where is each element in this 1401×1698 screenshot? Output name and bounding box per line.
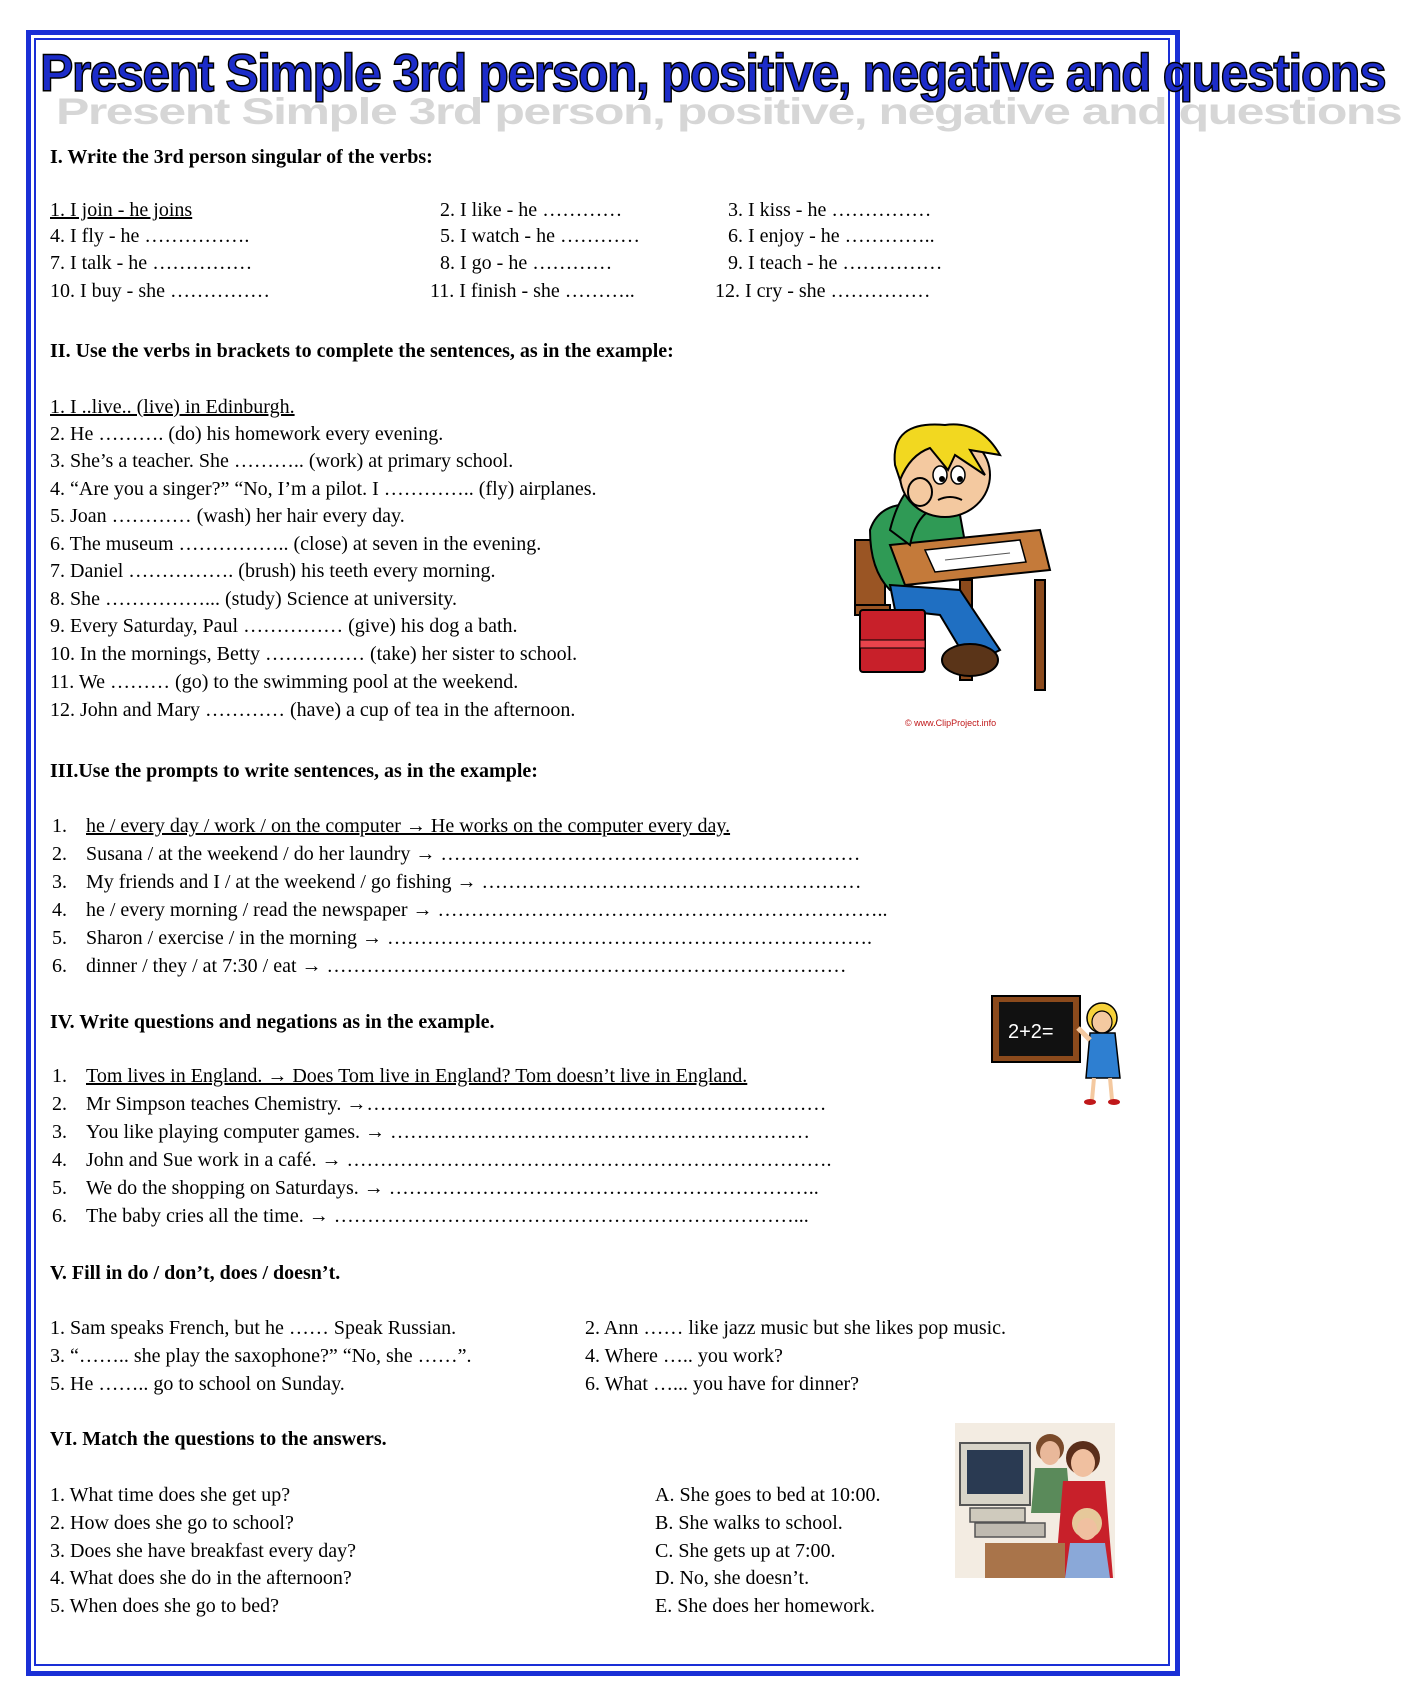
s2-item-3: 3. She’s a teacher. She ……….. (work) at primary school. bbox=[50, 450, 514, 472]
s1-item-10: 10. I buy - she …………… bbox=[50, 280, 270, 302]
s2-item-12: 12. John and Mary ………… (have) a cup of tea in the afternoon. bbox=[50, 699, 576, 721]
s3-number-1: 1. bbox=[52, 815, 67, 837]
s4-number-3: 3. bbox=[52, 1121, 67, 1143]
s1-item-11: 11. I finish - she ……….. bbox=[430, 280, 635, 302]
s1-item-7: 7. I talk - he …………… bbox=[50, 252, 253, 274]
s3-item-3: My friends and I / at the weekend / go fishing → ………………………………………………… bbox=[86, 871, 862, 893]
section-4-heading: IV. Write questions and negations as in the example. bbox=[50, 1011, 495, 1033]
s6-answer-e: E. She does her homework. bbox=[655, 1595, 875, 1617]
section-2-heading: II. Use the verbs in brackets to complete the sentences, as in the example: bbox=[50, 340, 674, 362]
s1-item-4: 4. I fly - he ……………. bbox=[50, 225, 250, 247]
s4-number-2: 2. bbox=[52, 1093, 67, 1115]
s2-item-1: 1. I ..live.. (live) in Edinburgh. bbox=[50, 396, 295, 418]
s3-number-5: 5. bbox=[52, 927, 67, 949]
s4-number-1: 1. bbox=[52, 1065, 67, 1087]
s2-item-5: 5. Joan ………… (wash) her hair every day. bbox=[50, 505, 405, 527]
s6-question-3: 3. Does she have breakfast every day? bbox=[50, 1540, 356, 1562]
s5-item-4: 4. Where ….. you work? bbox=[585, 1345, 783, 1367]
blackboard-teacher-clipart bbox=[990, 988, 1140, 1108]
s2-item-6: 6. The museum …………….. (close) at seven in the evening. bbox=[50, 533, 542, 555]
s4-number-4: 4. bbox=[52, 1149, 67, 1171]
s6-answer-b: B. She walks to school. bbox=[655, 1512, 843, 1534]
s4-item-5: We do the shopping on Saturdays. → ……………………………………………………….. bbox=[86, 1177, 819, 1199]
s5-item-6: 6. What …... you have for dinner? bbox=[585, 1373, 859, 1395]
s6-answer-d: D. No, she doesn’t. bbox=[655, 1567, 810, 1589]
title-shadow: Present Simple 3rd person, positive, negative and questions bbox=[56, 90, 1401, 132]
s1-item-2: 2. I like - he ………… bbox=[440, 199, 623, 221]
s6-question-1: 1. What time does she get up? bbox=[50, 1484, 291, 1506]
s6-question-2: 2. How does she go to school? bbox=[50, 1512, 294, 1534]
s5-item-3: 3. “…….. she play the saxophone?” “No, she ……”. bbox=[50, 1345, 472, 1367]
s1-item-12: 12. I cry - she …………… bbox=[715, 280, 931, 302]
clipart-credit: © www.ClipProject.info bbox=[905, 718, 997, 728]
s4-item-3: You like playing computer games. → ……………………………………………………… bbox=[86, 1121, 811, 1143]
page-title: Present Simple 3rd person, positive, negative and questions bbox=[40, 43, 1386, 103]
computer-class-photo bbox=[955, 1423, 1115, 1578]
blackboard-text: 2+2= bbox=[1008, 1021, 1054, 1043]
s3-number-4: 4. bbox=[52, 899, 67, 921]
section-3-heading: III.Use the prompts to write sentences, as in the example: bbox=[50, 760, 538, 782]
s2-item-7: 7. Daniel ……………. (brush) his teeth every morning. bbox=[50, 560, 496, 582]
s4-item-6: The baby cries all the time. → ……………………………………………………………... bbox=[86, 1205, 809, 1227]
s2-item-8: 8. She ……………... (study) Science at university. bbox=[50, 588, 457, 610]
s3-number-3: 3. bbox=[52, 871, 67, 893]
s2-item-10: 10. In the mornings, Betty …………… (take) her sister to school. bbox=[50, 643, 578, 665]
s4-item-1: Tom lives in England. → Does Tom live in England? Tom doesn’t live in England. bbox=[86, 1065, 748, 1087]
s3-item-1: he / every day / work / on the computer → He works on the computer every day. bbox=[86, 815, 731, 837]
s4-number-6: 6. bbox=[52, 1205, 67, 1227]
s5-item-2: 2. Ann …… like jazz music but she likes pop music. bbox=[585, 1317, 1007, 1339]
s2-item-9: 9. Every Saturday, Paul …………… (give) his dog a bath. bbox=[50, 615, 518, 637]
s1-item-3: 3. I kiss - he …………… bbox=[728, 199, 932, 221]
s5-item-1: 1. Sam speaks French, but he …… Speak Russian. bbox=[50, 1317, 457, 1339]
s1-item-5: 5. I watch - he ………… bbox=[440, 225, 640, 247]
section-5-heading: V. Fill in do / don’t, does / doesn’t. bbox=[50, 1262, 341, 1284]
s1-item-9: 9. I teach - he …………… bbox=[728, 252, 943, 274]
s4-item-4: John and Sue work in a café. → ………………………………………………………………. bbox=[86, 1149, 832, 1171]
s6-question-5: 5. When does she go to bed? bbox=[50, 1595, 280, 1617]
section-6-heading: VI. Match the questions to the answers. bbox=[50, 1428, 387, 1450]
s6-answer-a: A. She goes to bed at 10:00. bbox=[655, 1484, 881, 1506]
s5-item-5: 5. He …….. go to school on Sunday. bbox=[50, 1373, 345, 1395]
section-1-heading: I. Write the 3rd person singular of the verbs: bbox=[50, 146, 433, 168]
s6-question-4: 4. What does she do in the afternoon? bbox=[50, 1567, 352, 1589]
s3-number-6: 6. bbox=[52, 955, 67, 977]
s3-item-5: Sharon / exercise / in the morning → ………………………………………………………………. bbox=[86, 927, 873, 949]
s1-item-8: 8. I go - he ………… bbox=[440, 252, 613, 274]
boy-at-desk-clipart bbox=[850, 420, 1050, 730]
s3-item-6: dinner / they / at 7:30 / eat → …………………………………………………………………… bbox=[86, 955, 847, 977]
s4-item-2: Mr Simpson teaches Chemistry. →…………………………………………………………… bbox=[86, 1093, 827, 1115]
s3-item-4: he / every morning / read the newspaper → ………………………………………………………….. bbox=[86, 899, 888, 921]
s6-answer-c: C. She gets up at 7:00. bbox=[655, 1540, 836, 1562]
s3-number-2: 2. bbox=[52, 843, 67, 865]
s1-item-6: 6. I enjoy - he ………….. bbox=[728, 225, 935, 247]
s3-item-2: Susana / at the weekend / do her laundry → ……………………………………………………… bbox=[86, 843, 861, 865]
s4-number-5: 5. bbox=[52, 1177, 67, 1199]
s1-item-1: 1. I join - he joins bbox=[50, 199, 193, 221]
s2-item-11: 11. We ……… (go) to the swimming pool at the weekend. bbox=[50, 671, 519, 693]
s2-item-2: 2. He ………. (do) his homework every evening. bbox=[50, 423, 444, 445]
s2-item-4: 4. “Are you a singer?” “No, I’m a pilot. I ………….. (fly) airplanes. bbox=[50, 478, 597, 500]
